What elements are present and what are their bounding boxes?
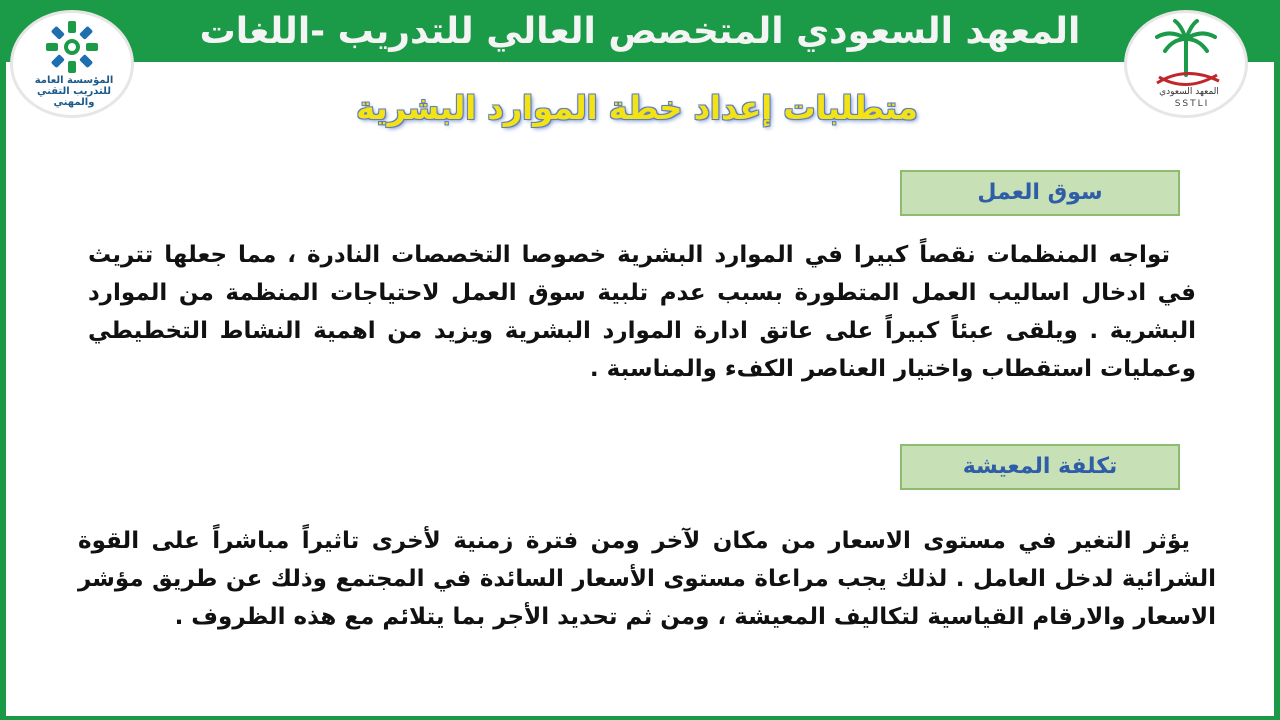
tvtc-logo: [10, 10, 134, 118]
institute-title: المعهد السعودي المتخصص العالي للتدريب -اللغات: [199, 11, 1081, 52]
institute-logo: [1124, 10, 1248, 118]
section-body-labor-market: [88, 236, 1196, 388]
institute-logo-abbr: SSTLI: [1174, 99, 1210, 109]
section-heading-cost-of-living: تكلفة المعيشة: [900, 444, 1180, 490]
section-heading-labor-market: سوق العمل: [900, 170, 1180, 216]
page-title: متطلبات إعداد خطة الموارد البشرية: [356, 89, 918, 127]
section-body-cost-of-living: [78, 522, 1216, 636]
header-bar: [0, 0, 1280, 62]
tvtc-logo-caption: المؤسسة العامة للتدريب التقني والمهني: [34, 75, 114, 108]
institute-logo-caption: المعهد السعودي: [1159, 87, 1219, 97]
labor-market-text: تواجه المنظمات نقصاً كبيرا في الموارد البشرية خصوصا التخصصات النادرة ، مما جعلها تتريث في ادخال اساليب العمل المتطورة بسبب عدم تلبية سوق العمل لاحتياجات المنظمة من الموارد البشرية . ويلقى عبئاً كبيراً على عاتق ادارة الموارد البشرية ويزيد من اهمية النشاط التخطيطي وعمليات استقطاب واختيار العناصر الكفء والمناسبة .: [88, 242, 1196, 382]
cost-of-living-text: يؤثر التغير في مستوى الاسعار من مكان لآخر ومن فترة زمنية لأخرى تاثيراً مباشراً على القوة الشرائية لدخل العامل . لذلك يجب مراعاة مستوى الأسعار السائدة في المجتمع وذلك عن طريق مؤشر الاسعار والارقام القياسية لتكاليف المعيشة ، ومن ثم تحديد الأجر بما يتلائم مع هذه الظروف .: [78, 528, 1216, 630]
